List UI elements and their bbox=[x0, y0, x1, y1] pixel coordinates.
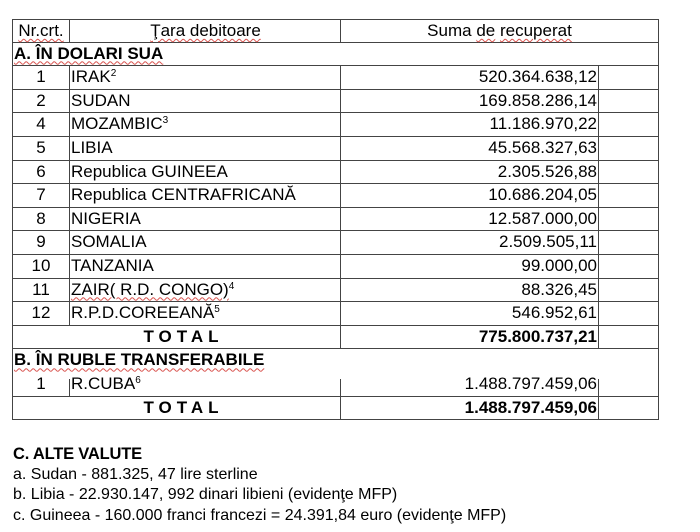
section-a-row bbox=[12, 43, 659, 67]
table-row bbox=[12, 373, 659, 397]
row-tara bbox=[69, 231, 340, 254]
section-b-rows bbox=[12, 373, 659, 397]
other-currencies-notes bbox=[13, 444, 506, 526]
row-tara bbox=[69, 279, 340, 302]
section-b-title: B. ÎN RUBLE TRANSFERABILE bbox=[12, 349, 659, 373]
row-suma: 88.326,45 bbox=[340, 279, 598, 302]
table-row bbox=[12, 161, 659, 185]
extra-cell bbox=[598, 255, 659, 278]
table-row bbox=[12, 279, 659, 303]
debt-recovery-table bbox=[12, 19, 659, 420]
country-name: R.P.D.COREEANĂ bbox=[71, 303, 215, 323]
section-b-total-value: 1.488.797.459,06 bbox=[340, 397, 598, 420]
header-nr: Nr.crt. bbox=[12, 20, 69, 42]
row-suma: 1.488.797.459,06 bbox=[340, 373, 598, 396]
header-word: recuperat bbox=[499, 21, 572, 40]
table-row bbox=[12, 184, 659, 208]
table-row bbox=[12, 302, 659, 326]
row-suma: 12.587.000,00 bbox=[340, 208, 598, 231]
row-suma: 520.364.638,12 bbox=[340, 66, 598, 89]
border-gap bbox=[598, 373, 599, 379]
row-nr: 9 bbox=[12, 231, 69, 254]
row-nr: 11 bbox=[12, 279, 69, 302]
country-name: NIGERIA bbox=[71, 208, 141, 228]
extra-cell bbox=[598, 326, 659, 349]
section-a-rows bbox=[12, 66, 659, 326]
section-b-total-label: TOTAL bbox=[12, 397, 340, 420]
row-nr: 8 bbox=[12, 208, 69, 231]
row-tara bbox=[69, 161, 340, 184]
country-name: Republica GUINEEA bbox=[71, 161, 228, 181]
row-nr: 7 bbox=[12, 184, 69, 207]
row-tara bbox=[69, 373, 340, 396]
table-row bbox=[12, 255, 659, 279]
row-tara bbox=[69, 90, 340, 113]
extra-cell bbox=[598, 231, 659, 254]
row-tara bbox=[69, 184, 340, 207]
extra-cell bbox=[598, 279, 659, 302]
extra-cell bbox=[598, 184, 659, 207]
extra-cell bbox=[598, 137, 659, 160]
section-b-right-border bbox=[658, 349, 659, 373]
row-suma: 2.509.505,11 bbox=[340, 231, 598, 254]
extra-cell bbox=[598, 161, 659, 184]
row-tara bbox=[69, 302, 340, 325]
table-row bbox=[12, 231, 659, 255]
row-suma: 10.686.204,05 bbox=[340, 184, 598, 207]
row-nr: 1 bbox=[12, 66, 69, 89]
notes-heading: C. ALTE VALUTE bbox=[13, 445, 142, 463]
row-suma: 2.305.526,88 bbox=[340, 161, 598, 184]
section-b-row bbox=[12, 349, 659, 373]
header-word: de bbox=[476, 21, 496, 40]
header-suma bbox=[340, 20, 659, 42]
border-gap bbox=[340, 373, 341, 379]
table-row bbox=[12, 137, 659, 161]
footnote-ref: 4 bbox=[228, 280, 235, 292]
row-suma: 546.952,61 bbox=[340, 302, 598, 325]
row-suma: 99.000,00 bbox=[340, 255, 598, 278]
country-name: LIBIA bbox=[71, 137, 113, 157]
row-nr: 4 bbox=[12, 113, 69, 136]
country-name: SUDAN bbox=[71, 90, 131, 110]
section-a-title: A. ÎN DOLARI SUA bbox=[12, 43, 659, 66]
section-b-total-row bbox=[12, 397, 659, 421]
row-suma: 11.186.970,22 bbox=[340, 113, 598, 136]
extra-cell bbox=[598, 113, 659, 136]
header-word: Suma bbox=[427, 21, 472, 40]
extra-cell bbox=[598, 90, 659, 113]
row-suma: 169.858.286,14 bbox=[340, 90, 598, 113]
header-suma-text bbox=[427, 21, 572, 40]
country-name: Republica CENTRAFRICANĂ bbox=[71, 185, 296, 205]
header-tara: Ţara debitoare bbox=[69, 20, 340, 42]
country-name: R.CUBA bbox=[71, 373, 136, 393]
extra-cell bbox=[598, 302, 659, 325]
table-row bbox=[12, 66, 659, 90]
row-tara bbox=[69, 255, 340, 278]
country-name: IRAK bbox=[71, 67, 111, 87]
notes-item: b. Libia - 22.930.147, 992 dinari libieni (evidenţe MFP) bbox=[13, 486, 398, 503]
extra-cell bbox=[598, 373, 659, 396]
country-name: TANZANIA bbox=[71, 255, 154, 275]
row-tara bbox=[69, 137, 340, 160]
notes-item: c. Guineea - 160.000 franci francezi = 24.391,84 euro (evidenţe MFP) bbox=[13, 506, 507, 524]
extra-cell bbox=[598, 397, 659, 420]
row-nr: 6 bbox=[12, 161, 69, 184]
footnote-ref: 6 bbox=[135, 374, 141, 386]
country-name: MOZAMBIC bbox=[71, 114, 163, 134]
row-tara bbox=[69, 66, 340, 89]
row-tara bbox=[69, 208, 340, 231]
table-row bbox=[12, 113, 659, 137]
row-nr: 2 bbox=[12, 90, 69, 113]
row-tara bbox=[69, 113, 340, 136]
notes-item: a. Sudan - 881.325, 47 lire sterline bbox=[13, 465, 258, 483]
border-gap bbox=[69, 373, 70, 379]
extra-cell bbox=[598, 66, 659, 89]
country-name: ZAIR( R.D. CONGO) bbox=[71, 279, 229, 299]
section-a-total-label: TOTAL bbox=[12, 326, 340, 349]
row-nr: 12 bbox=[12, 302, 69, 325]
extra-cell bbox=[598, 208, 659, 231]
row-nr: 10 bbox=[12, 255, 69, 278]
section-a-total-row bbox=[12, 326, 659, 350]
footnote-ref: 5 bbox=[214, 304, 220, 316]
footnote-ref: 2 bbox=[110, 68, 117, 80]
country-name: SOMALIA bbox=[71, 232, 147, 252]
row-nr: 5 bbox=[12, 137, 69, 160]
table-row bbox=[12, 208, 659, 232]
footnote-ref: 3 bbox=[162, 115, 169, 127]
row-suma: 45.568.327,63 bbox=[340, 137, 598, 160]
row-nr: 1 bbox=[12, 373, 69, 396]
table-header-row bbox=[12, 19, 659, 43]
section-a-total-value: 775.800.737,21 bbox=[340, 326, 598, 349]
table-row bbox=[12, 90, 659, 114]
